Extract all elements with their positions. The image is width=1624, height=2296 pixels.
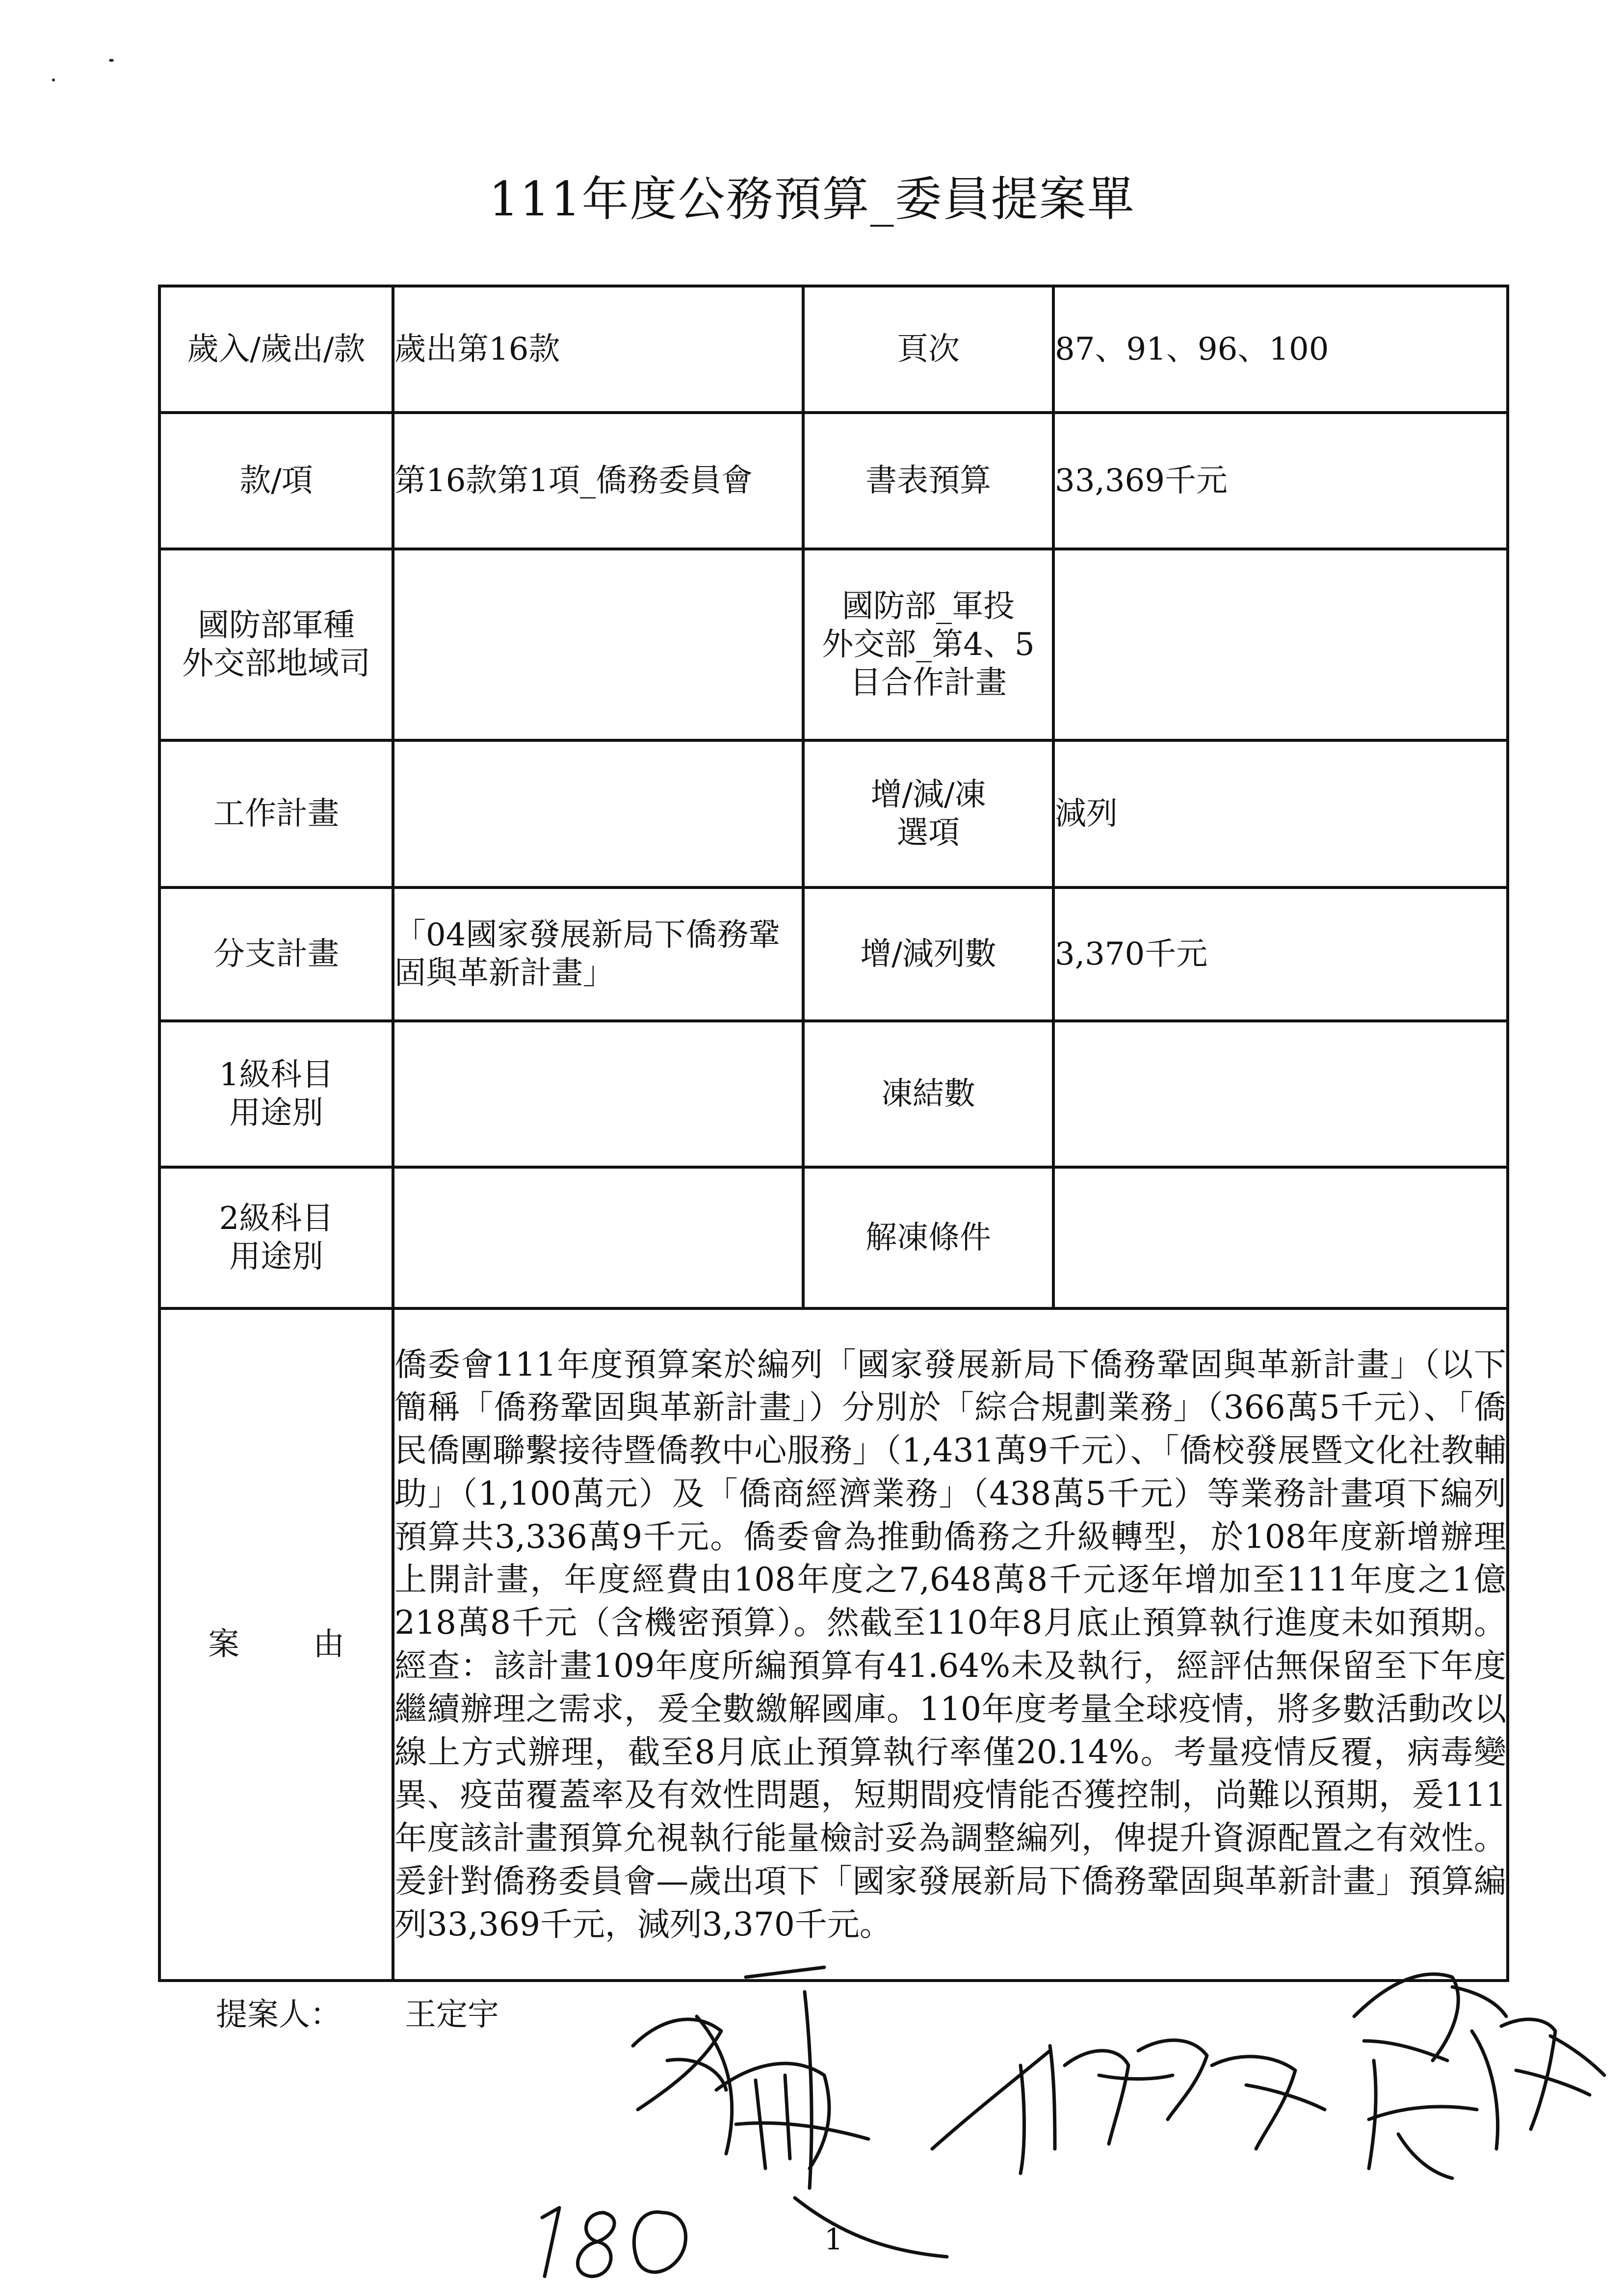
field-label: 工作計畫: [159, 740, 393, 887]
field-label-line: 用途別: [229, 1239, 323, 1275]
field-label: 頁次: [803, 286, 1053, 413]
field-label-line: 國防部_軍投: [842, 588, 1015, 625]
signature-1: [633, 1967, 947, 2257]
page-number: 1: [824, 2222, 843, 2257]
field-label: 增/減列數: [803, 887, 1053, 1021]
signature-2: [932, 2040, 1325, 2173]
reason-label-char: 案: [208, 1626, 239, 1663]
field-label-line: 1級科目: [219, 1056, 334, 1093]
field-label: 分支計畫: [159, 887, 393, 1021]
proposer-name: 王定宇: [405, 1997, 499, 2033]
field-label: 歲入/歲出/款: [159, 286, 393, 413]
field-label: 書表預算: [803, 413, 1053, 549]
reason-label-char: 由: [313, 1626, 344, 1663]
field-label: 款/項: [159, 413, 393, 549]
signature-3: [1354, 1974, 1604, 2178]
field-value: 3,370千元: [1053, 887, 1508, 1021]
field-value: 「04國家發展新局下僑務鞏固與革新計畫」: [393, 887, 803, 1021]
field-label: 解凍條件: [803, 1167, 1053, 1308]
field-label-line: 國防部軍種: [198, 607, 355, 644]
field-value: 33,369千元: [1053, 413, 1508, 549]
field-value: 歲出第16款: [393, 286, 803, 413]
field-label-line: 選項: [897, 815, 960, 851]
field-value: 第16款第1項_僑務委員會: [393, 413, 803, 549]
field-label-line: 目合作計畫: [850, 665, 1007, 702]
field-value: 87、91、96、100: [1053, 286, 1508, 413]
page-title: 111年度公務預算_委員提案單: [489, 172, 1135, 227]
field-value: 減列: [1053, 740, 1508, 887]
field-label-line: 用途別: [229, 1095, 323, 1131]
field-label-line: 外交部_第4、5: [822, 626, 1035, 663]
proposer-label: 提案人：: [216, 1997, 341, 2033]
field-label-line: 增/減/凍: [870, 776, 986, 813]
reason-text: 僑委會111年度預算案於編列「國家發展新局下僑務鞏固與革新計畫」（以下簡稱「僑務鞏固與革新計畫」）分別於「綜合規劃業務」（366萬5千元）、「僑民僑團聯繫接待暨僑教中心服務」（1,431萬9千元）、「僑校發展暨文化社教輔助」（1,100萬元）及「僑商經濟業務」（438萬5千元）等業務計畫項下編列預算共3,336萬9千元。僑委會為推動僑務之升級轉型，於108年度新增辦理上開計畫，年度經費由108年度之7,648萬8千元逐年增加至111年度之1億218萬8千元（含機密預算）。然截至110年8月底止預算執行進度未如預期。經查：該計畫109年度所編預算有41.64%未及執行，經評估無保留至下年度繼續辦理之需求，爰全數繳解國庫。110年度考量全球疫情，將多數活動改以線上方式辦理，截至8月底止預算執行率僅20.14%。考量疫情反覆，病毒變異、疫苗覆蓋率及有效性問題，短期間疫情能否獲控制，尚難以預期，爰111年度該計畫預算允視執行能量檢討妥為調整編列，俾提升資源配置之有效性。爰針對僑務委員會—歲出項下「國家發展新局下僑務鞏固與革新計畫」預算編列33,369千元，減列3,370千元。: [393, 1308, 1508, 1981]
handwritten-page-number: [542, 2208, 686, 2276]
field-label-line: 外交部地域司: [182, 646, 370, 682]
field-label-line: 2級科目: [219, 1200, 334, 1237]
field-label: 凍結數: [803, 1021, 1053, 1167]
